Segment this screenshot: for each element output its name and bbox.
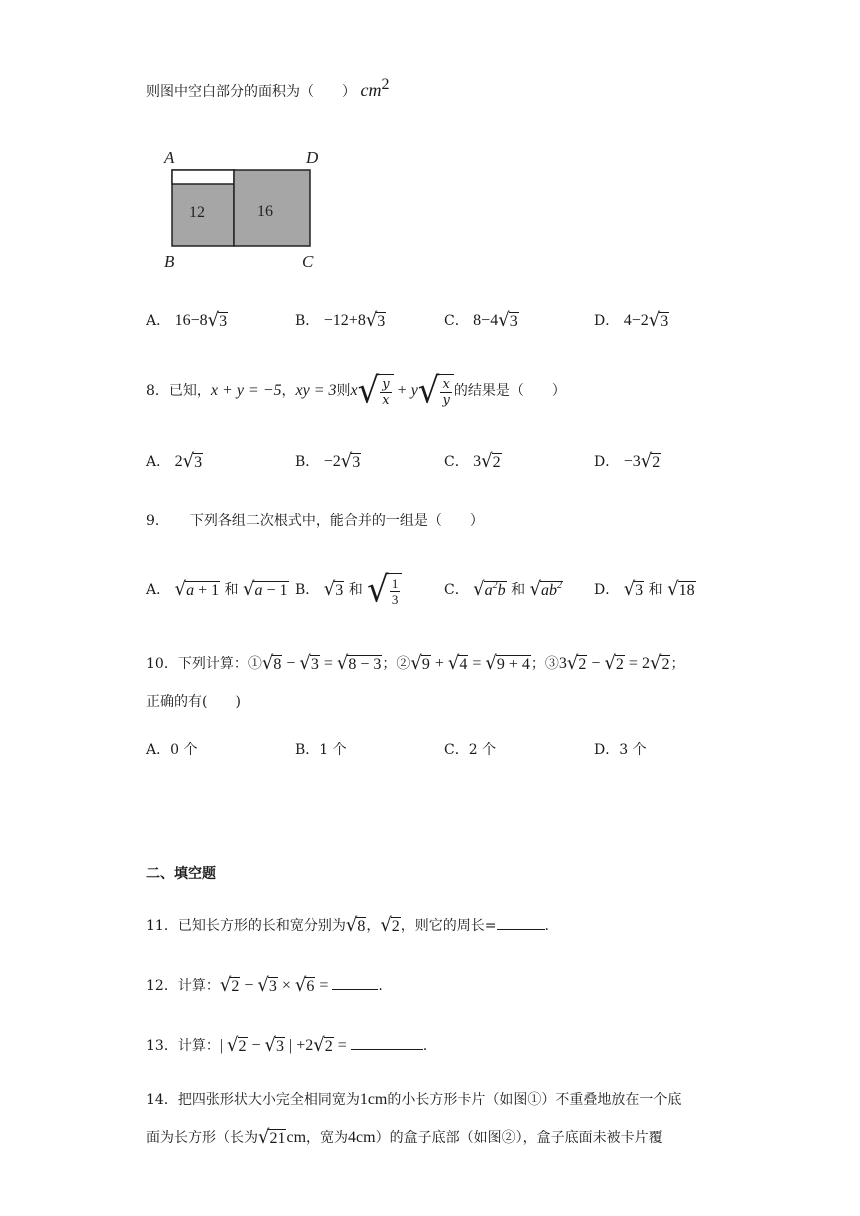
q9-stem: 9． 下列各组二次根式中，能合并的一组是（ ） bbox=[146, 513, 484, 529]
option-letter: D． bbox=[594, 742, 620, 758]
q14-width: 4cm bbox=[348, 1129, 376, 1146]
frac-numerator: 1 bbox=[391, 575, 399, 591]
sqrt-sign: √ 2 bbox=[481, 449, 501, 472]
sqrt-sign: √ 3 bbox=[498, 308, 518, 331]
q8-number: 8．已知， bbox=[146, 383, 211, 399]
option-letter: D． bbox=[594, 454, 620, 470]
answer-blank[interactable] bbox=[351, 1035, 423, 1050]
option-op: + bbox=[348, 312, 358, 329]
figure-label-a: A bbox=[164, 148, 175, 167]
option-coef: −3 bbox=[623, 453, 641, 470]
option-coef: 2 bbox=[174, 453, 183, 470]
option-text: 1 个 bbox=[319, 742, 347, 758]
and-word: 和 bbox=[348, 582, 363, 598]
option-term: 16 bbox=[174, 312, 191, 329]
figure-area-left: 12 bbox=[189, 204, 205, 221]
sqrt-a2b: √ $a^2b$ bbox=[473, 577, 506, 600]
q11-prefix: 11．已知长方形的长和宽分别为 bbox=[146, 918, 346, 934]
option-text: 0 个 bbox=[170, 742, 198, 758]
q10-option-a[interactable] bbox=[146, 740, 197, 760]
q14-line1 bbox=[146, 1090, 681, 1110]
q9-option-c[interactable] bbox=[444, 577, 563, 600]
sqrt-sign: √ 3 bbox=[207, 308, 228, 331]
q10-option-b[interactable] bbox=[295, 740, 347, 760]
period: . bbox=[422, 1038, 428, 1054]
sqrt-3: √ 3 bbox=[323, 577, 344, 600]
q8-option-d[interactable] bbox=[594, 449, 661, 472]
q7-unit: cm bbox=[360, 80, 382, 100]
sqrt-sign: √ 3 bbox=[340, 449, 361, 472]
circle-three: ③ bbox=[544, 656, 559, 672]
answer-blank[interactable] bbox=[332, 975, 378, 990]
q14-text-e: ）的盒子底部（如图②），盒子底面未被卡片覆 bbox=[375, 1130, 663, 1146]
radicand: 3 bbox=[509, 312, 518, 330]
radicand: 3 bbox=[377, 312, 386, 330]
option-letter: C． bbox=[444, 742, 469, 758]
sqrt-a-minus-1: √ a − 1 bbox=[243, 577, 288, 600]
q11: 11．已知长方形的长和宽分别为 √ 8 ， √ 2 ，则它的周长= . bbox=[146, 913, 549, 936]
option-text: 2 个 bbox=[468, 742, 497, 758]
q11-suffix: ，则它的周长= bbox=[400, 918, 497, 934]
semicolon: ； bbox=[382, 656, 397, 672]
option-coef: 2 bbox=[640, 312, 649, 329]
q8-condition-1: x + y = −5 bbox=[210, 382, 282, 399]
period: . bbox=[544, 918, 549, 934]
radicand: 2 bbox=[652, 453, 661, 471]
q8-option-a[interactable] bbox=[146, 449, 203, 472]
and-word: 和 bbox=[648, 582, 663, 598]
option-letter: A． bbox=[146, 742, 171, 758]
sqrt-21: √ 21 bbox=[258, 1125, 286, 1148]
figure-area-right: 16 bbox=[257, 203, 273, 220]
sqrt-3: √ 3 bbox=[623, 577, 644, 600]
option-letter: C． bbox=[444, 454, 469, 470]
option-letter: B． bbox=[295, 454, 320, 470]
semicolon: ； bbox=[530, 656, 545, 672]
q13-prefix: 13．计算： bbox=[146, 1038, 220, 1054]
q8-condition-2: xy = 3 bbox=[295, 382, 337, 399]
q9-option-b[interactable] bbox=[295, 568, 402, 612]
q8-then: 则 bbox=[336, 383, 351, 399]
figure-label-b: B bbox=[164, 252, 175, 270]
sqrt-sign: √ 3 bbox=[648, 308, 669, 331]
q8-option-b[interactable] bbox=[295, 449, 361, 472]
q9-option-d[interactable] bbox=[594, 577, 696, 600]
sqrt-ab2: √ $ab^2$ bbox=[529, 577, 563, 600]
q10-option-d[interactable] bbox=[594, 740, 647, 760]
sqrt-18: √ 18 bbox=[667, 577, 695, 600]
figure-label-c: C bbox=[302, 252, 314, 270]
q7-figure bbox=[160, 145, 330, 270]
option-op: − bbox=[631, 312, 641, 329]
option-letter: C． bbox=[444, 582, 469, 598]
q14-line2 bbox=[146, 1125, 663, 1148]
q13: 13．计算：| √ 2 − √ 3 | +2 √ 2 = . bbox=[146, 1033, 428, 1056]
q14-width: 1cm bbox=[359, 1091, 388, 1108]
period: . bbox=[378, 978, 383, 994]
q14-unit: cm bbox=[286, 1129, 307, 1146]
q7-option-c[interactable] bbox=[444, 308, 519, 331]
option-term: 4 bbox=[623, 312, 632, 329]
radicand: 3 bbox=[219, 312, 228, 330]
sqrt-a-plus-1: √ a + 1 bbox=[174, 577, 220, 600]
q9-option-a[interactable] bbox=[146, 577, 289, 600]
q10-stem: 10．下列计算：① √ 8 − √ 3 = √ 8 − 3 ；② √ 9 + √ 4 = √ 9 + 4 ；③3 √ 2 − √ 2 = 2 √ 2 ； bbox=[146, 651, 685, 674]
q12-prefix: 12．计算： bbox=[146, 978, 220, 994]
option-letter: B． bbox=[295, 582, 320, 598]
q14-text-a: 面为长方形（长为 bbox=[146, 1130, 258, 1146]
q7-option-d[interactable] bbox=[594, 308, 669, 331]
option-letter: B． bbox=[295, 313, 320, 329]
semicolon: ； bbox=[670, 656, 685, 672]
sqrt-y-over-x: √ $\frac{y}{x}$ bbox=[358, 374, 394, 409]
q8-stem: 8．已知，x + y = −5，xy = 3则x √ $\frac{y}{x}$ + y √ $\frac{x}{y}$ 的结果是（ ） bbox=[146, 369, 566, 412]
q10-option-c[interactable] bbox=[444, 740, 496, 760]
q14-text-a: 14．把四张形状大小完全相同宽为 bbox=[146, 1092, 360, 1108]
option-op: − bbox=[481, 312, 491, 329]
radicand: 3 bbox=[352, 453, 361, 471]
option-coef: −2 bbox=[323, 453, 341, 470]
q8-sep: ， bbox=[281, 383, 296, 399]
radicand: 2 bbox=[492, 453, 501, 471]
q14-text-c: 的小长方形卡片（如图①）不重叠地放在一个底 bbox=[387, 1092, 682, 1108]
q8-tail: 的结果是（ ） bbox=[453, 383, 566, 399]
option-term: 8 bbox=[473, 312, 482, 329]
q7-stem-text: 则图中空白部分的面积为（ ） bbox=[146, 84, 356, 100]
circle-two: ② bbox=[396, 656, 411, 672]
radicand: 21 bbox=[269, 1129, 286, 1147]
q10-prefix: 10．下列计算：① bbox=[146, 656, 262, 672]
sqrt-sign: √ 3 bbox=[182, 449, 203, 472]
section-heading: 二、填空题 bbox=[146, 866, 216, 882]
q10-line2: 正确的有( ) bbox=[146, 694, 241, 710]
option-op: − bbox=[190, 312, 200, 329]
option-letter: B． bbox=[295, 742, 320, 758]
option-letter: A． bbox=[146, 313, 171, 329]
sqrt-sign: √ 2 bbox=[640, 449, 661, 472]
option-letter: D． bbox=[594, 582, 620, 598]
radicand: 3 bbox=[660, 312, 669, 330]
sqrt-one-third: √ $\frac{1}{3}$ bbox=[367, 573, 402, 608]
figure-label-d: D bbox=[306, 148, 319, 167]
sqrt-x-over-y: √ $\frac{x}{y}$ bbox=[418, 374, 454, 409]
q8-option-c[interactable] bbox=[444, 449, 502, 472]
option-coef: 4 bbox=[490, 312, 499, 329]
figure-blank-strip bbox=[172, 170, 234, 184]
option-letter: A． bbox=[146, 454, 171, 470]
q7-stem bbox=[146, 76, 390, 102]
option-coef: 8 bbox=[199, 312, 208, 329]
and-word: 和 bbox=[511, 582, 526, 598]
q7-option-b[interactable] bbox=[295, 308, 386, 331]
option-coef: 8 bbox=[357, 312, 366, 329]
option-letter: C． bbox=[444, 313, 469, 329]
option-text: 3 个 bbox=[619, 742, 647, 758]
q11-sep: ， bbox=[366, 918, 381, 934]
option-term: −12 bbox=[323, 312, 349, 329]
and-word: 和 bbox=[224, 582, 239, 598]
q12: 12．计算： √ 2 − √ 3 × √ 6 = . bbox=[146, 973, 383, 996]
sqrt-sign: √ 3 bbox=[365, 308, 386, 331]
answer-blank[interactable] bbox=[497, 915, 545, 930]
q7-option-a[interactable] bbox=[146, 308, 228, 331]
frac-denominator: 3 bbox=[391, 591, 399, 607]
option-coef: 3 bbox=[473, 453, 482, 470]
option-letter: D． bbox=[594, 313, 620, 329]
option-letter: A． bbox=[146, 582, 171, 598]
radicand: 3 bbox=[194, 453, 203, 471]
q14-text-c: ，宽为 bbox=[306, 1130, 349, 1146]
q7-unit-exp: 2 bbox=[381, 76, 390, 93]
